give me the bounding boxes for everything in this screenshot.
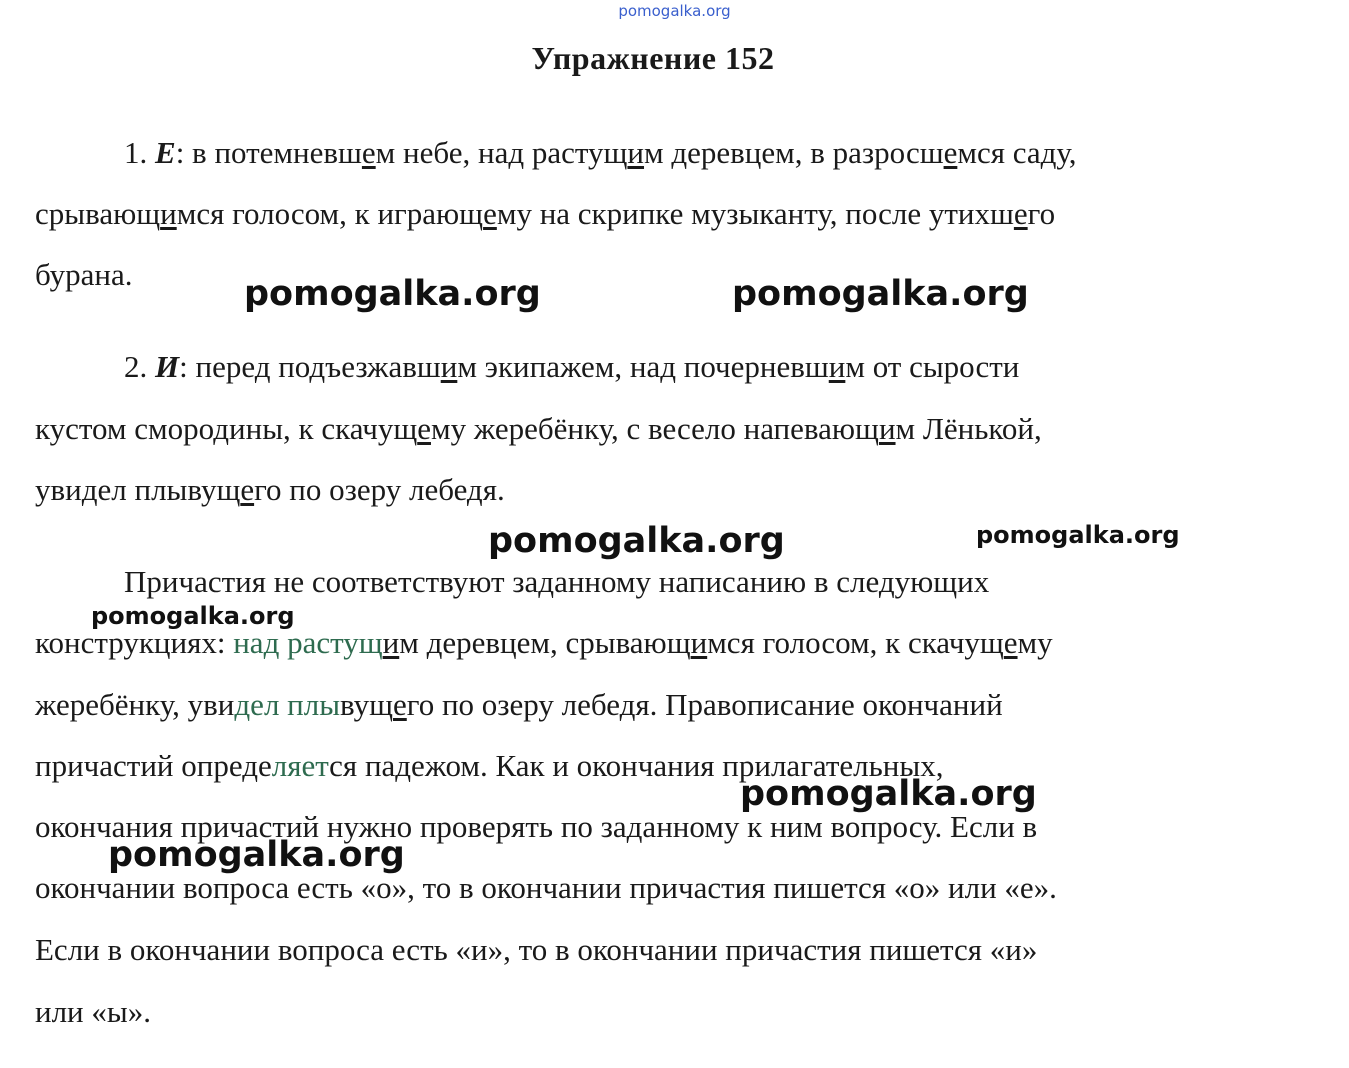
- p3-line-1: Причастия не соответствуют заданному написанию в следующих: [124, 564, 990, 599]
- top-watermark: pomogalka.org: [618, 2, 731, 20]
- p3-line-8: или «ы».: [35, 994, 151, 1029]
- watermark: pomogalka.org: [976, 521, 1180, 549]
- p3-line-4: причастий определяется падежом. Как и окончания прилагательных,: [35, 748, 944, 783]
- p2-line-2: кустом смородины, к скачущему жеребёнку, с весело напевающим Лёнькой,: [35, 411, 1042, 446]
- p3-line-2: конструкциях: над растущим деревцем, срывающимся голосом, к скачущему: [35, 625, 1053, 660]
- p3-line-6: окончании вопроса есть «о», то в окончании причастия пишется «о» или «е».: [35, 870, 1057, 905]
- p3-line-5: окончания причастий нужно проверять по заданному к ним вопросу. Если в: [35, 809, 1038, 844]
- p1-line-3: бурана.: [35, 257, 133, 292]
- p1-line-2: срывающимся голосом, к играющему на скрипке музыканту, после утихшего: [35, 196, 1056, 231]
- p2-line-3: увидел плывущего по озеру лебедя.: [35, 472, 505, 507]
- watermark: pomogalka.org: [91, 602, 295, 630]
- p3-line-7: Если в окончании вопроса есть «и», то в окончании причастия пишется «и»: [35, 932, 1038, 967]
- p3-line-3: жеребёнку, увидел плывущего по озеру лебедя. Правописание окончаний: [35, 687, 1003, 722]
- watermark: pomogalka.org: [108, 835, 405, 875]
- watermark: pomogalka.org: [244, 274, 541, 314]
- page-title: Упражнение 152: [531, 40, 775, 76]
- watermark: pomogalka.org: [488, 521, 785, 561]
- watermark: pomogalka.org: [732, 274, 1029, 314]
- p1-line-1: 1. Е: в потемневшем небе, над растущим деревцем, в разросшемся саду,: [124, 135, 1077, 170]
- p2-line-1: 2. И: перед подъезжавшим экипажем, над почерневшим от сырости: [124, 349, 1020, 384]
- watermark: pomogalka.org: [740, 774, 1037, 814]
